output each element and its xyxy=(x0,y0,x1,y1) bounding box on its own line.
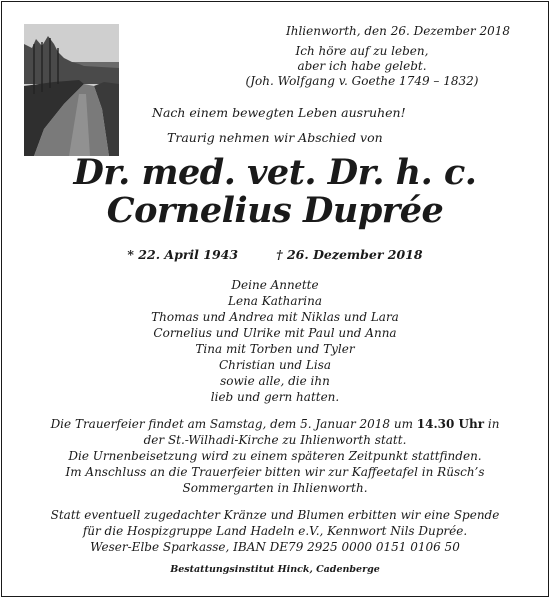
mourner-line: Thomas und Andrea mit Niklas und Lara xyxy=(151,310,399,324)
donation-line: Weser-Elbe Sparkasse, IBAN DE79 2925 0000 0151 0106 50 xyxy=(90,540,460,554)
mourner-line: Tina mit Torben und Tyler xyxy=(195,342,355,356)
deceased-name xyxy=(2,154,548,230)
service-details xyxy=(22,416,528,496)
service-line: Im Anschluss an die Trauerfeier bitten wir zur Kaffeetafel in Rüsch’s xyxy=(65,465,485,479)
service-line: der St.-Wilhadi-Kirche zu Ihlienworth statt. xyxy=(143,433,407,447)
death-date: † 26. Dezember 2018 xyxy=(276,247,423,262)
mourner-line: Lena Katharina xyxy=(227,294,323,308)
funeral-home: Bestattungsinstitut Hinck, Cadenberge xyxy=(170,564,380,575)
obituary-notice xyxy=(1,1,549,597)
deceased-title: Dr. med. vet. Dr. h. c. xyxy=(73,152,477,193)
birth-date: * 22. April 1943 xyxy=(127,247,239,262)
canal-landscape-photo xyxy=(24,24,119,156)
life-dates xyxy=(2,247,548,262)
donation-line: Statt eventuell zugedachter Kränze und Blumen erbitten wir eine Spende xyxy=(50,508,500,522)
mourner-line: sowie alle, die ihn xyxy=(220,374,330,388)
service-line: Die Trauerfeier findet am Samstag, dem 5. Januar 2018 um 14.30 Uhr in xyxy=(50,417,500,431)
farewell-line: Traurig nehmen wir Abschied von xyxy=(167,130,383,145)
quote-line: aber ich habe gelebt. xyxy=(297,59,427,73)
goethe-quote xyxy=(212,44,512,89)
mourner-line: lieb und gern hatten. xyxy=(210,390,340,404)
service-time: 14.30 Uhr xyxy=(416,417,485,431)
mourner-line: Cornelius und Ulrike mit Paul und Anna xyxy=(153,326,397,340)
quote-attribution: (Joh. Wolfgang v. Goethe 1749 – 1832) xyxy=(245,74,479,88)
mourner-line: Deine Annette xyxy=(231,278,319,292)
mourners-list xyxy=(2,277,548,405)
service-line: Sommergarten in Ihlienworth. xyxy=(182,481,368,495)
quote-line: Ich höre auf zu leben, xyxy=(295,44,429,58)
donation-request xyxy=(22,507,528,555)
mourner-line: Christian und Lisa xyxy=(218,358,332,372)
donation-line: für die Hospizgruppe Land Hadeln e.V., Kennwort Nils Duprée. xyxy=(82,524,468,538)
service-line: Die Urnenbeisetzung wird zu einem späteren Zeitpunkt stattfinden. xyxy=(68,449,482,463)
rest-line: Nach einem bewegten Leben ausruhen! xyxy=(152,105,406,120)
deceased-full-name: Cornelius Duprée xyxy=(106,190,444,231)
place-and-date: Ihlienworth, den 26. Dezember 2018 xyxy=(285,24,510,38)
